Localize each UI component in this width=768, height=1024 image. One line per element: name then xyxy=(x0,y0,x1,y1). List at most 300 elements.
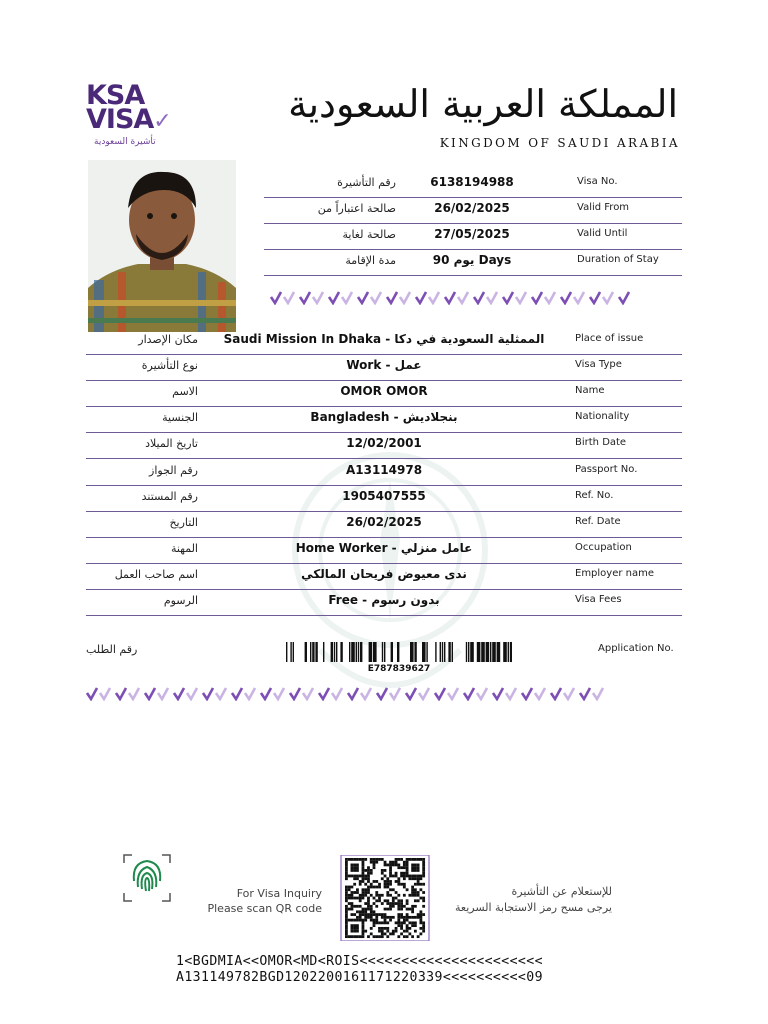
qr-module xyxy=(356,905,359,908)
qr-module xyxy=(375,921,378,924)
qr-module xyxy=(356,919,359,922)
barcode-bar xyxy=(382,642,383,662)
qr-module xyxy=(417,935,420,938)
qr-module xyxy=(381,872,384,875)
detail-label-ar: رقم الجواز xyxy=(149,463,198,477)
qr-module xyxy=(370,905,373,908)
qr-module xyxy=(345,891,348,894)
qr-module xyxy=(417,866,420,869)
qr-module xyxy=(378,930,381,933)
qr-module xyxy=(397,880,400,883)
qr-module xyxy=(367,869,370,872)
qr-module xyxy=(395,927,398,930)
qr-module xyxy=(389,916,392,919)
qr-module xyxy=(395,864,398,867)
qr-module xyxy=(406,872,409,875)
detail-label-en: Nationality xyxy=(575,411,630,423)
inquiry-text-en xyxy=(186,886,322,916)
mrz-line-2: A131149782BGD1202200161171220339<<<<<<<<<<09 xyxy=(176,970,543,985)
qr-module xyxy=(351,858,354,861)
qr-module xyxy=(400,858,403,861)
qr-module xyxy=(359,894,362,897)
detail-label-en: Ref. Date xyxy=(575,515,621,527)
qr-module xyxy=(364,869,367,872)
detail-label-en: Passport No. xyxy=(575,463,638,475)
qr-module xyxy=(406,908,409,911)
qr-module xyxy=(373,935,376,938)
qr-module xyxy=(370,869,373,872)
qr-module xyxy=(348,902,351,905)
qr-module xyxy=(356,877,359,880)
qr-module xyxy=(403,935,406,938)
barcode-bar xyxy=(336,642,337,662)
qr-module xyxy=(356,869,359,872)
qr-module xyxy=(386,921,389,924)
barcode-bar xyxy=(497,642,501,662)
qr-module xyxy=(395,897,398,900)
qr-module xyxy=(397,924,400,927)
qr-module xyxy=(384,899,387,902)
qr-module xyxy=(400,872,403,875)
qr-module xyxy=(356,888,359,891)
qr-module xyxy=(345,894,348,897)
barcode-bar xyxy=(410,642,414,662)
qr-module xyxy=(381,902,384,905)
qr-module xyxy=(356,875,359,878)
qr-module xyxy=(389,919,392,922)
check-mark-icon xyxy=(399,291,411,305)
holder-photo xyxy=(88,160,236,332)
qr-module xyxy=(348,908,351,911)
qr-module xyxy=(367,877,370,880)
qr-module xyxy=(378,935,381,938)
qr-module xyxy=(411,894,414,897)
barcode-bar xyxy=(331,642,333,662)
detail-label-ar: نوع التأشيرة xyxy=(141,359,198,373)
qr-module xyxy=(345,932,348,935)
detail-label-ar: رقم المستند xyxy=(141,489,198,503)
barcode-bar xyxy=(290,642,291,662)
qr-module xyxy=(392,902,395,905)
qr-module xyxy=(356,930,359,933)
qr-module xyxy=(384,880,387,883)
qr-module xyxy=(422,861,425,864)
qr-module xyxy=(359,875,362,878)
qr-module xyxy=(345,921,348,924)
qr-module xyxy=(364,875,367,878)
check-mark-icon xyxy=(521,687,533,701)
qr-module xyxy=(422,875,425,878)
check-mark-icon xyxy=(341,291,353,305)
qr-module xyxy=(389,908,392,911)
qr-module xyxy=(389,861,392,864)
qr-module xyxy=(403,866,406,869)
qr-module xyxy=(362,919,365,922)
kingdom-arabic-title: المملكة العربية السعودية xyxy=(288,82,678,126)
qr-module xyxy=(375,905,378,908)
qr-module xyxy=(417,864,420,867)
summary-label-en: Duration of Stay xyxy=(577,254,659,265)
qr-module xyxy=(378,858,381,861)
mrz-line-1: 1<BGDMIA<<OMOR<MD<ROIS<<<<<<<<<<<<<<<<<<<<<< xyxy=(176,954,543,969)
detail-row xyxy=(86,432,682,459)
qr-module xyxy=(362,891,365,894)
barcode-bar xyxy=(358,642,359,662)
qr-module xyxy=(411,866,414,869)
qr-module xyxy=(375,861,378,864)
qr-module xyxy=(414,921,417,924)
qr-module xyxy=(414,866,417,869)
qr-module xyxy=(370,858,373,861)
qr-module xyxy=(403,864,406,867)
qr-module xyxy=(373,924,376,927)
inquiry-en-line-1: For Visa Inquiry xyxy=(236,887,322,900)
qr-module xyxy=(364,930,367,933)
check-mark-icon xyxy=(415,291,427,305)
qr-module xyxy=(400,916,403,919)
qr-module xyxy=(386,916,389,919)
qr-module xyxy=(345,924,348,927)
qr-module xyxy=(373,919,376,922)
barcode-bar xyxy=(442,642,443,662)
barcode-bar xyxy=(422,642,426,662)
check-mark-icon xyxy=(502,291,514,305)
detail-label-en: Visa Type xyxy=(575,359,622,371)
application-label-en: Application No. xyxy=(598,643,674,654)
qr-module xyxy=(378,927,381,930)
barcode-bar xyxy=(315,642,317,662)
qr-module xyxy=(395,861,398,864)
qr-module xyxy=(406,869,409,872)
qr-module xyxy=(406,930,409,933)
detail-value: 1905407555 xyxy=(342,488,426,503)
qr-code[interactable] xyxy=(340,855,430,941)
qr-module xyxy=(381,935,384,938)
detail-label-ar: الرسوم xyxy=(163,594,198,607)
summary-label-ar: صالحة اعتباراً من xyxy=(317,202,396,215)
barcode-bar xyxy=(492,642,496,662)
logo-line-2: VISA✓ xyxy=(86,104,171,135)
qr-module xyxy=(356,910,359,913)
qr-module xyxy=(406,913,409,916)
qr-module xyxy=(351,930,354,933)
qr-module xyxy=(378,897,381,900)
qr-module xyxy=(419,919,422,922)
qr-module xyxy=(419,897,422,900)
check-mark-icon xyxy=(544,291,556,305)
detail-label-en: Ref. No. xyxy=(575,489,614,501)
qr-module xyxy=(362,921,365,924)
qr-module xyxy=(345,935,348,938)
qr-module xyxy=(397,894,400,897)
qr-module xyxy=(400,902,403,905)
qr-module xyxy=(414,869,417,872)
logo-line-1: KSA xyxy=(86,80,145,111)
qr-module xyxy=(362,910,365,913)
barcode-bar xyxy=(391,642,393,662)
qr-module xyxy=(389,905,392,908)
detail-value: 12/02/2001 xyxy=(346,436,422,451)
qr-module xyxy=(411,877,414,880)
qr-module xyxy=(362,897,365,900)
check-mark-icon xyxy=(215,687,227,701)
barcode-bar xyxy=(293,642,294,662)
qr-module xyxy=(353,930,356,933)
qr-module xyxy=(386,864,389,867)
qr-module xyxy=(362,877,365,880)
qr-module xyxy=(351,869,354,872)
qr-module xyxy=(353,869,356,872)
qr-module xyxy=(400,927,403,930)
qr-module xyxy=(422,858,425,861)
qr-module xyxy=(414,905,417,908)
qr-module xyxy=(359,916,362,919)
qr-module xyxy=(378,921,381,924)
qr-module xyxy=(411,924,414,927)
qr-module xyxy=(353,913,356,916)
qr-module xyxy=(422,921,425,924)
detail-value: A13114978 xyxy=(345,462,423,477)
qr-module xyxy=(367,935,370,938)
barcode-bar xyxy=(397,642,399,662)
qr-module xyxy=(419,916,422,919)
qr-module xyxy=(345,858,348,861)
check-band-top xyxy=(270,290,682,308)
barcode-bar xyxy=(286,642,287,662)
qr-module xyxy=(367,866,370,869)
qr-module xyxy=(417,877,420,880)
qr-module xyxy=(392,861,395,864)
qr-module xyxy=(397,908,400,911)
qr-module xyxy=(422,872,425,875)
check-mark-icon xyxy=(531,291,543,305)
qr-module xyxy=(384,864,387,867)
qr-module xyxy=(403,886,406,889)
qr-module xyxy=(408,894,411,897)
qr-module xyxy=(408,927,411,930)
qr-module xyxy=(353,905,356,908)
qr-module xyxy=(386,930,389,933)
summary-label-en: Valid From xyxy=(577,202,630,213)
summary-label-ar: مدة الإقامة xyxy=(345,254,396,267)
barcode-bar xyxy=(426,642,427,662)
check-mark-icon xyxy=(328,291,340,305)
qr-module xyxy=(389,880,392,883)
qr-module xyxy=(414,858,417,861)
qr-module xyxy=(419,932,422,935)
check-mark-icon xyxy=(128,687,140,701)
check-mark-icon xyxy=(376,687,388,701)
check-mark-icon xyxy=(273,687,285,701)
qr-module xyxy=(395,858,398,861)
qr-module xyxy=(345,872,348,875)
qr-module xyxy=(353,927,356,930)
qr-module xyxy=(406,916,409,919)
qr-module xyxy=(351,927,354,930)
barcode-bar xyxy=(384,642,385,662)
qr-module xyxy=(345,869,348,872)
qr-module xyxy=(403,921,406,924)
detail-value: Free - بدون رسوم xyxy=(328,593,440,607)
summary-row xyxy=(264,223,682,250)
qr-module xyxy=(378,913,381,916)
qr-module xyxy=(345,905,348,908)
qr-module xyxy=(411,921,414,924)
qr-module xyxy=(395,880,398,883)
qr-module xyxy=(419,913,422,916)
qr-module xyxy=(419,888,422,891)
qr-module xyxy=(408,921,411,924)
qr-module xyxy=(356,935,359,938)
qr-module xyxy=(351,924,354,927)
summary-value: 26/02/2025 xyxy=(434,201,510,215)
detail-row xyxy=(86,354,682,381)
qr-module xyxy=(356,897,359,900)
qr-module xyxy=(375,916,378,919)
barcode-bar xyxy=(310,642,311,662)
qr-module xyxy=(384,875,387,878)
qr-module xyxy=(370,913,373,916)
qr-module xyxy=(406,927,409,930)
qr-module xyxy=(345,927,348,930)
qr-module xyxy=(345,864,348,867)
qr-module xyxy=(356,891,359,894)
qr-module xyxy=(411,875,414,878)
logo-check-icon: ✓ xyxy=(153,109,171,134)
qr-module xyxy=(381,894,384,897)
qr-module xyxy=(381,916,384,919)
qr-module xyxy=(362,913,365,916)
barcode-bar xyxy=(414,642,416,662)
qr-module xyxy=(367,899,370,902)
detail-label-ar: الاسم xyxy=(172,385,198,399)
barcode-bar xyxy=(477,642,481,662)
inquiry-ar-line-2: يرجى مسح رمز الاستجابة السريعة xyxy=(455,901,612,914)
qr-module xyxy=(417,858,420,861)
qr-module xyxy=(362,924,365,927)
check-mark-icon xyxy=(357,291,369,305)
qr-module xyxy=(414,930,417,933)
check-mark-icon xyxy=(560,291,572,305)
detail-row xyxy=(86,537,682,564)
qr-module xyxy=(414,888,417,891)
qr-module xyxy=(408,916,411,919)
qr-module xyxy=(400,924,403,927)
qr-module xyxy=(359,905,362,908)
qr-module xyxy=(362,927,365,930)
qr-module xyxy=(386,899,389,902)
qr-module xyxy=(422,866,425,869)
qr-module xyxy=(373,861,376,864)
qr-module xyxy=(373,902,376,905)
qr-module xyxy=(364,910,367,913)
qr-module xyxy=(359,919,362,922)
qr-module xyxy=(384,861,387,864)
qr-module xyxy=(411,869,414,872)
check-mark-icon xyxy=(231,687,243,701)
detail-value: 26/02/2025 xyxy=(346,514,422,529)
qr-module xyxy=(348,875,351,878)
qr-module xyxy=(362,864,365,867)
qr-module xyxy=(351,891,354,894)
check-mark-icon xyxy=(270,291,282,305)
detail-label-en: Occupation xyxy=(575,541,632,553)
qr-module xyxy=(367,872,370,875)
detail-row xyxy=(86,485,682,512)
barcode-bar xyxy=(490,642,491,662)
barcode-bar xyxy=(481,642,485,662)
qr-module xyxy=(375,894,378,897)
qr-module xyxy=(386,927,389,930)
qr-module xyxy=(348,894,351,897)
qr-module xyxy=(397,866,400,869)
check-mark-icon xyxy=(579,687,591,701)
qr-module xyxy=(381,913,384,916)
qr-module xyxy=(378,894,381,897)
qr-module xyxy=(348,888,351,891)
qr-module xyxy=(353,897,356,900)
qr-module xyxy=(395,891,398,894)
qr-module xyxy=(414,894,417,897)
qr-module xyxy=(367,888,370,891)
qr-module xyxy=(403,861,406,864)
check-mark-icon xyxy=(389,687,401,701)
qr-module xyxy=(353,877,356,880)
qr-module xyxy=(373,913,376,916)
qr-module xyxy=(422,927,425,930)
qr-module xyxy=(367,916,370,919)
qr-module xyxy=(392,932,395,935)
qr-module xyxy=(386,891,389,894)
check-mark-icon xyxy=(476,687,488,701)
qr-module xyxy=(364,888,367,891)
qr-module xyxy=(373,897,376,900)
barcode-bar xyxy=(369,642,373,662)
qr-module xyxy=(414,875,417,878)
barcode-bar xyxy=(508,642,509,662)
qr-module xyxy=(345,930,348,933)
summary-value: 6138194988 xyxy=(430,175,514,189)
qr-module xyxy=(384,883,387,886)
qr-module xyxy=(389,888,392,891)
kingdom-english-title: KINGDOM OF SAUDI ARABIA xyxy=(439,136,680,150)
qr-module xyxy=(406,935,409,938)
qr-module xyxy=(384,886,387,889)
qr-module xyxy=(419,883,422,886)
qr-module xyxy=(351,886,354,889)
qr-module xyxy=(389,866,392,869)
detail-label-ar: الجنسية xyxy=(162,411,198,425)
qr-module xyxy=(370,894,373,897)
summary-label-ar: صالحة لغاية xyxy=(342,228,396,241)
check-mark-icon xyxy=(173,687,185,701)
qr-module xyxy=(351,875,354,878)
qr-module xyxy=(397,858,400,861)
qr-module xyxy=(397,877,400,880)
qr-module xyxy=(395,902,398,905)
qr-module xyxy=(348,858,351,861)
qr-module xyxy=(400,908,403,911)
qr-module xyxy=(367,908,370,911)
qr-module xyxy=(364,877,367,880)
qr-module xyxy=(389,902,392,905)
detail-label-en: Place of issue xyxy=(575,333,644,344)
qr-module xyxy=(411,864,414,867)
qr-module xyxy=(362,935,365,938)
summary-label-ar: رقم التأشيرة xyxy=(337,176,396,189)
qr-module xyxy=(403,916,406,919)
barcode-bar xyxy=(470,642,474,662)
